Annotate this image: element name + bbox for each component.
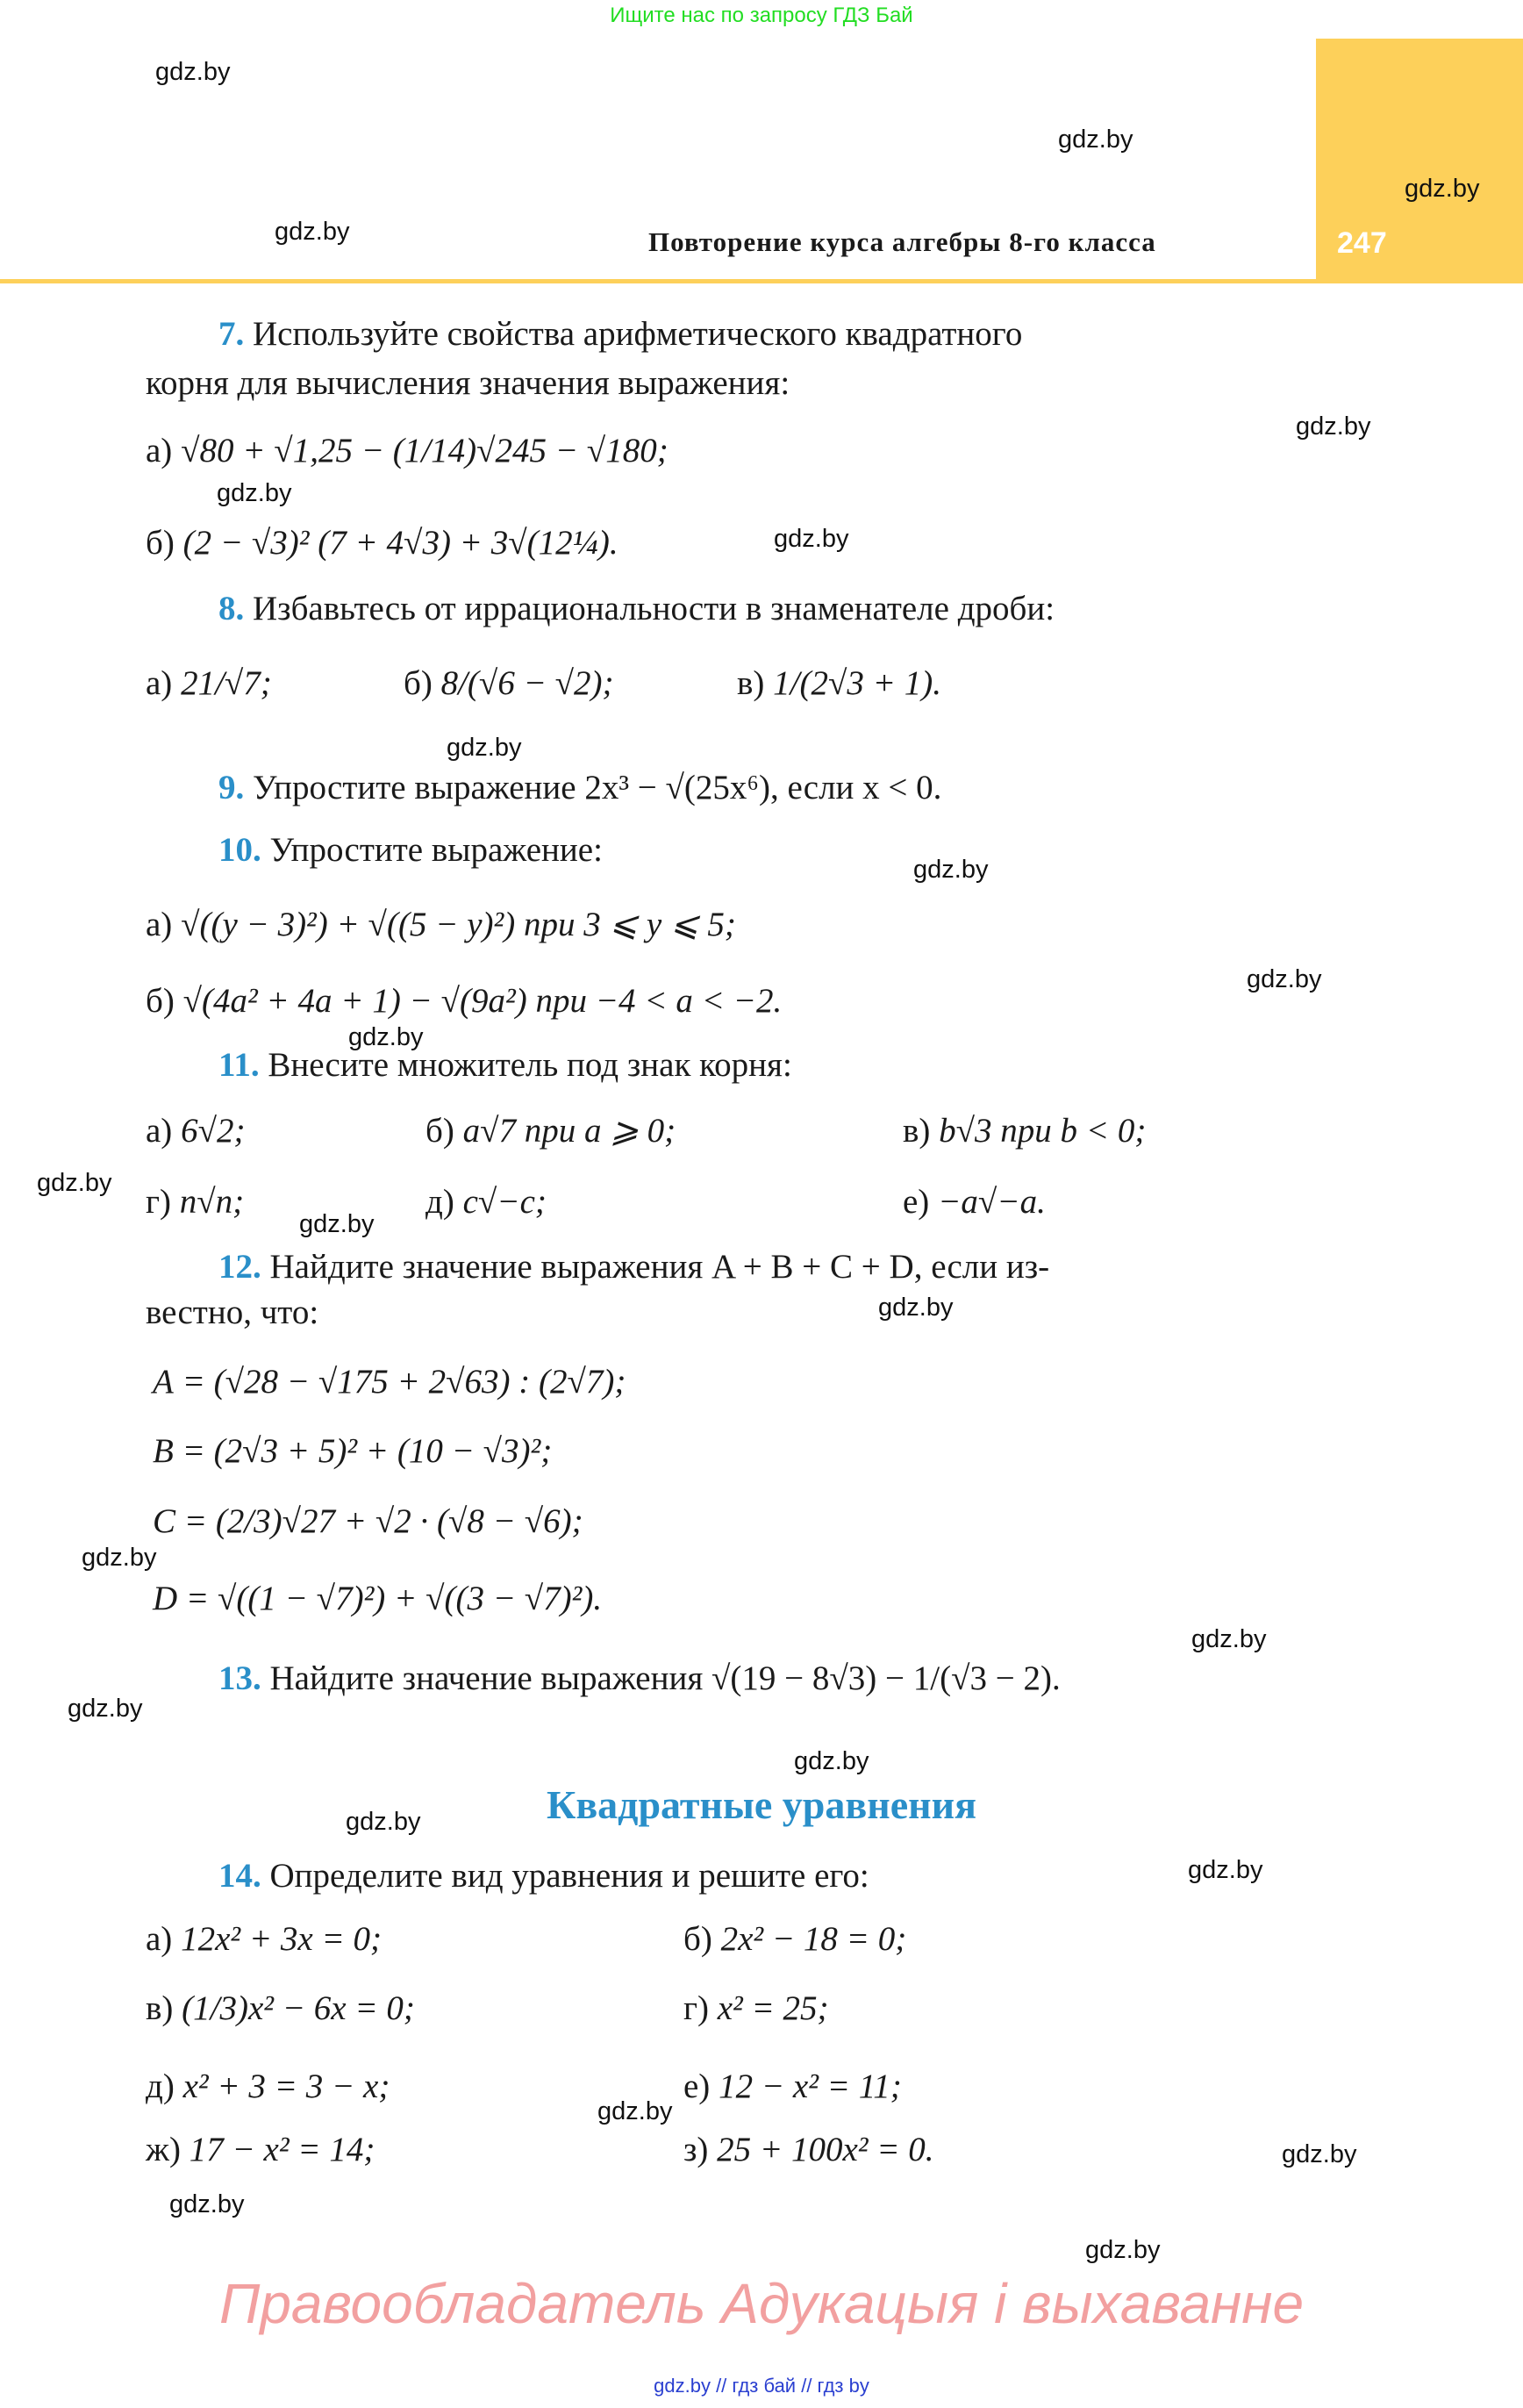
task-9: 9. Упростите выражение 2x³ − √(25x⁶), если x < 0. [218, 769, 942, 806]
task-7b: б) (2 − √3)² (7 + 4√3) + 3√(12¼). [146, 524, 618, 562]
watermark: gdz.by [1405, 175, 1480, 203]
task-14g: ж) 17 − x² = 14; [146, 2131, 375, 2168]
watermark: gdz.by [37, 1169, 112, 1197]
task-12-A: A = (√28 − √175 + 2√63) : (2√7); [153, 1363, 626, 1401]
watermark: gdz.by [1247, 965, 1322, 993]
task-11f: е) −a√−a. [903, 1183, 1046, 1221]
task-11a: а) 6√2; [146, 1112, 246, 1150]
watermark: gdz.by [68, 1695, 143, 1723]
header-divider [0, 279, 1523, 283]
watermark: gdz.by [169, 2190, 245, 2218]
task-14b: б) 2x² − 18 = 0; [683, 1920, 907, 1958]
task-14f: е) 12 − x² = 11; [683, 2068, 902, 2105]
task-10a: а) √((y − 3)²) + √((5 − y)²) при 3 ⩽ y ⩽ 5; [146, 906, 736, 943]
task-8-heading: 8. Избавьтесь от иррациональности в знаменателе дроби: [218, 590, 1055, 627]
watermark: gdz.by [217, 479, 292, 507]
rights-holder-watermark: Правообладатель Адукацыя і выхаванне [218, 2272, 1305, 2335]
task-12-heading: 12. Найдите значение выражения A + B + C + D, если из- [218, 1248, 1050, 1286]
task-11-heading: 11. Внесите множитель под знак корня: [218, 1046, 792, 1084]
watermark: gdz.by [1085, 2236, 1161, 2264]
task-10b: б) √(4a² + 4a + 1) − √(9a²) при −4 < a < −2. [146, 982, 783, 1020]
task-11e: д) c√−c; [425, 1183, 547, 1221]
task-8a: а) 21/√7; [146, 664, 272, 702]
task-14c: в) (1/3)x² − 6x = 0; [146, 1989, 415, 2027]
watermark: gdz.by [275, 218, 350, 246]
watermark: gdz.by [1058, 125, 1133, 154]
task-12-B: B = (2√3 + 5)² + (10 − √3)²; [153, 1432, 553, 1470]
watermark: gdz.by [794, 1747, 869, 1775]
watermark: gdz.by [82, 1544, 157, 1572]
watermark: gdz.by [346, 1808, 421, 1836]
watermark: gdz.by [878, 1294, 954, 1322]
task-7-heading [218, 313, 1022, 355]
task-12-C: C = (2/3)√27 + √2 · (√8 − √6); [153, 1502, 583, 1540]
bottom-links[interactable]: gdz.by // гдз бай // гдз by [654, 2375, 869, 2397]
task-number: 7. [218, 315, 245, 353]
task-8c: в) 1/(2√3 + 1). [737, 664, 941, 702]
watermark: gdz.by [299, 1210, 375, 1238]
task-12-text: вестно, что: [146, 1294, 319, 1331]
task-14h: з) 25 + 100x² = 0. [683, 2131, 934, 2168]
watermark: gdz.by [1191, 1625, 1267, 1653]
task-7a: а) √80 + √1,25 − (1/14)√245 − √180; [146, 432, 669, 469]
watermark: gdz.by [1282, 2140, 1357, 2168]
task-12-D: D = √((1 − √7)²) + √((3 − √7)²). [153, 1580, 603, 1617]
watermark: gdz.by [913, 856, 989, 884]
task-11c: в) b√3 при b < 0; [903, 1112, 1147, 1150]
task-7-text: корня для вычисления значения выражения: [146, 364, 790, 402]
watermark: gdz.by [348, 1023, 424, 1051]
watermark: gdz.by [155, 58, 231, 86]
watermark: gdz.by [447, 734, 522, 762]
task-14e: д) x² + 3 = 3 − x; [146, 2068, 390, 2105]
task-13: 13. Найдите значение выражения √(19 − 8√3) − 1/(√3 − 2). [218, 1659, 1061, 1697]
watermark: gdz.by [1296, 412, 1371, 441]
task-11b: б) a√7 при a ⩾ 0; [425, 1112, 676, 1150]
task-14-heading: 14. Определите вид уравнения и решите его: [218, 1857, 869, 1895]
task-10-heading: 10. Упростите выражение: [218, 831, 603, 869]
task-14d: г) x² = 25; [683, 1989, 829, 2027]
running-header: Повторение курса алгебры 8-го класса [648, 226, 1156, 257]
watermark: gdz.by [774, 525, 849, 553]
page-number: 247 [1337, 226, 1387, 260]
top-banner: Ищите нас по запросу ГДЗ Бай [610, 4, 913, 27]
task-14a: а) 12x² + 3x = 0; [146, 1920, 382, 1958]
task-text: Используйте свойства арифметического квадратного [253, 315, 1023, 353]
task-11d: г) n√n; [146, 1183, 245, 1221]
watermark: gdz.by [1188, 1856, 1263, 1884]
watermark: gdz.by [597, 2097, 673, 2125]
task-8b: б) 8/(√6 − √2); [404, 664, 614, 702]
section-title: Квадратные уравнения [546, 1782, 977, 1827]
